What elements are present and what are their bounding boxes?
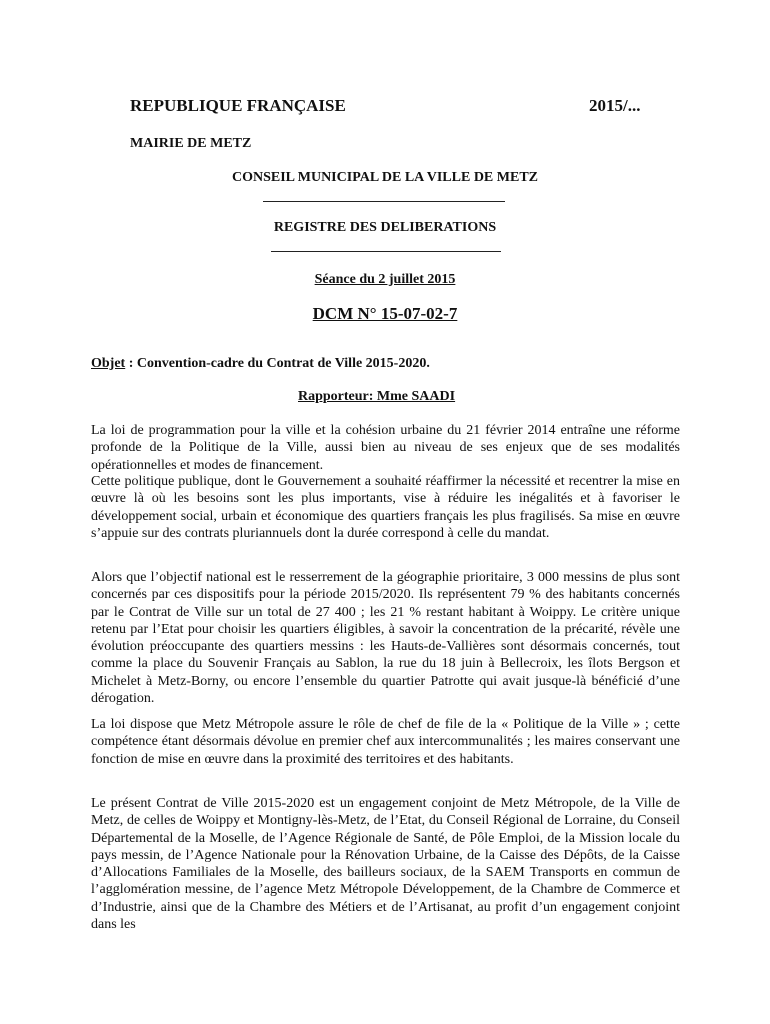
deliberation-number: 2015/... bbox=[589, 96, 641, 115]
paragraph: Cette politique publique, dont le Gouvernement a souhaité réaffirmer la nécessité et recentrer la mise en œuvre là où les besoins sont les plus importants, vise à réduire les inégalités et à favoriser le développement social, urbain et économique des quartiers français les plus fragilisés. Sa mise en œuvre s’appuie sur des contrats pluriannuels dont la durée correspond à celle du mandat. bbox=[91, 474, 680, 541]
republic-heading: REPUBLIQUE FRANÇAISE bbox=[130, 96, 346, 115]
mairie-heading: MAIRIE DE METZ bbox=[130, 136, 252, 151]
divider-line bbox=[263, 201, 505, 202]
objet-line bbox=[91, 356, 430, 372]
divider-line bbox=[271, 251, 501, 252]
dcm-number: DCM N° 15-07-02-7 bbox=[312, 304, 458, 323]
paragraph: Le présent Contrat de Ville 2015-2020 est un engagement conjoint de Metz Métropole, de la Ville de Metz, de celles de Woippy et Montigny-lès-Metz, de l’Etat, du Conseil Régional de Lorraine, du Conseil Départemental de la Moselle, de l’Agence Régionale de Santé, de Pôle Emploi, de la Mission locale du pays messin, de l’Agence Nationale pour la Rénovation Urbaine, de la Caisse des Dépôts, de la Caisse d’Allocations Familiales de la Moselle, des bailleurs sociaux, de la SAEM Transports en commun de l’agglomération messine, de l’agence Metz Métropole Développement, de la Chambre de Commerce et d’Industrie, ainsi que de la Chambre des Métiers et de l’Artisanat, au profit d’un engagement conjoint dans les bbox=[91, 796, 680, 933]
paragraph: La loi de programmation pour la ville et la cohésion urbaine du 21 février 2014 entraîne une réforme profonde de la Politique de la Ville, aussi bien au niveau de ses enjeux que de ses modalités opérationnelles et modes de financement. bbox=[91, 423, 680, 473]
paragraph: La loi dispose que Metz Métropole assure le rôle de chef de file de la « Politique de la Ville » ; cette compétence étant désormais dévolue en premier chef aux intercommunalités ; les maires conservant une fonction de mise en œuvre dans la proximité des territoires et des habitants. bbox=[91, 717, 680, 767]
objet-label: Objet bbox=[91, 356, 126, 371]
seance-date: Séance du 2 juillet 2015 bbox=[314, 272, 456, 287]
registre-heading: REGISTRE DES DELIBERATIONS bbox=[273, 220, 497, 235]
objet-text: : Convention-cadre du Contrat de Ville 2015-2020. bbox=[125, 356, 430, 371]
paragraph: Alors que l’objectif national est le resserrement de la géographie prioritaire, 3 000 messins de plus sont concernés par ces dispositifs pour la période 2015/2020. Ils représentent 79 % des habitants concernés par le Contrat de Ville sur un total de 27 400 ; les 21 % restant habitant à Woippy. Le critère unique retenu par l’Etat pour choisir les quartiers éligibles, à savoir la concentration de la précarité, révèle une évolution préoccupante des quartiers messins : les Hauts-de-Vallières sont désormais concernés, tout comme la place du Souvenir Français au Sablon, la rue du 18 juin à Bellecroix, les îlots Bergson et Michelet à Metz-Borny, ou encore l’ensemble du quartier Patrotte qui avait jusque-là bénéficié d’une dérogation. bbox=[91, 570, 680, 707]
conseil-heading: CONSEIL MUNICIPAL DE LA VILLE DE METZ bbox=[232, 170, 538, 185]
rapporteur: Rapporteur: Mme SAADI bbox=[298, 389, 456, 404]
